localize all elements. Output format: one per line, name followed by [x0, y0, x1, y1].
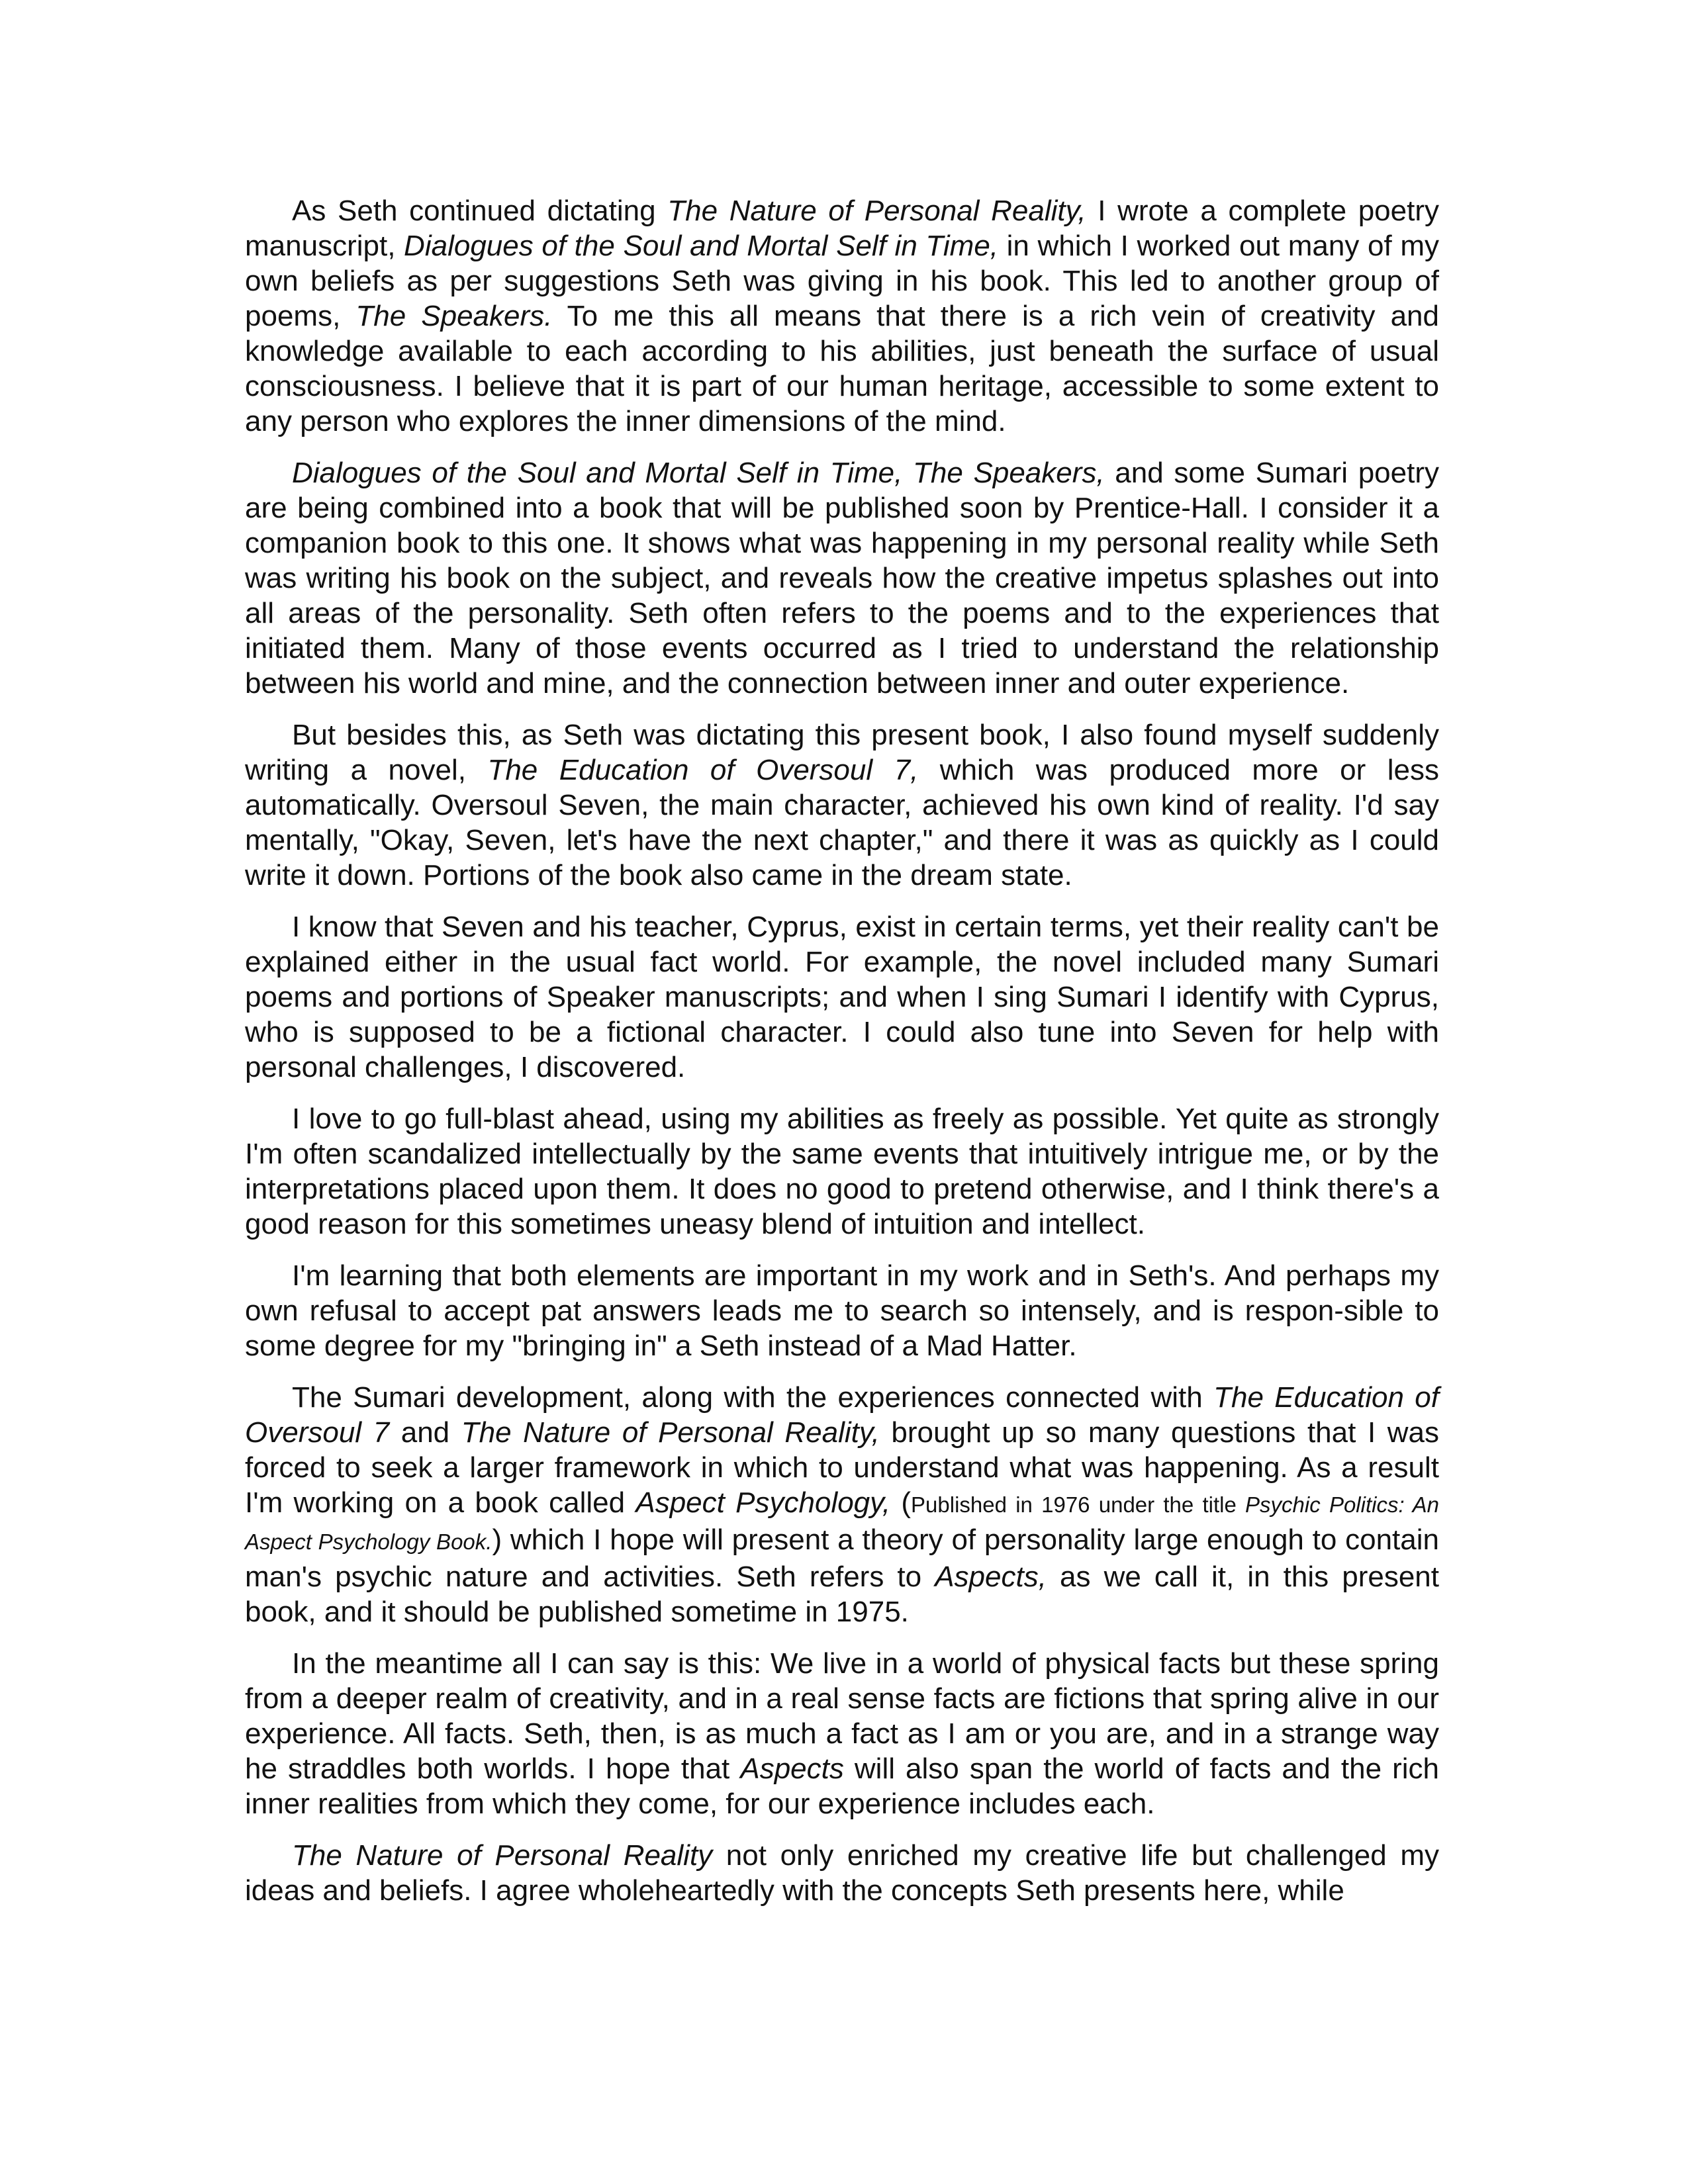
- text-segment: will also span the world of facts and the rich inner realities from which they come, for our experience includes each.: [245, 1752, 1439, 1820]
- text-segment: But besides this, as Seth was dictating this present book, I also found myself suddenly writing a novel,: [245, 719, 1439, 786]
- text-segment: In the meantime all I can say is this: We live in a world of physical facts but these spring from a deeper realm of creativity, and in a real sense facts are fictions that spring alive in our experience. All facts. Seth, then, is as much a fact as I am or you are, and in a strange way he straddles both worlds. I hope that: [245, 1647, 1439, 1785]
- paragraph-9: [245, 1838, 1439, 1908]
- text-segment: ) which I hope will present a theory of personality large enough to contain man's psychic nature and activities. Seth refers to: [245, 1524, 1439, 1593]
- italic-text-segment: The Nature of Personal Reality: [292, 1839, 713, 1872]
- text-segment: brought up so many questions that I was forced to seek a larger framework in which to understand what was happening. As a result I'm working on a book called: [245, 1416, 1440, 1519]
- italic-text-segment: The Nature of Personal Reality,: [667, 195, 1086, 227]
- italic-text-segment: Psychic Politics: An Aspect Psychology Book.: [245, 1492, 1439, 1554]
- paragraph-7: [245, 1380, 1439, 1629]
- text-segment: and some Sumari poetry are being combined into a book that will be published soon by Prentice-Hall. I consider it a companion book to this one. It shows what was happening in my personal reality while Seth was writing his book on the subject, and reveals how the creative impetus splashes out into all areas of the personality. Seth often refers to the poems and to the experiences that initiated them. Many of those events occurred as I tried to understand the relationship between his world and mine, and the connection between inner and outer experience.: [245, 457, 1439, 700]
- paragraph-1: [245, 193, 1439, 439]
- paragraph-5: [245, 1101, 1439, 1242]
- text-segment: which was produced more or less automatically. Oversoul Seven, the main character, achieved his own kind of reality. I'd say mentally, "Okay, Seven, let's have the next chapter," and there it was as quickly as I could write it down. Portions of the book also came in the dream state.: [245, 754, 1439, 891]
- italic-text-segment: The Education of Oversoul 7: [245, 1381, 1439, 1449]
- text-segment: in which I worked out many of my own beliefs as per suggestions Seth was giving in his book. This led to another group of poems,: [245, 230, 1439, 332]
- text-segment: I love to go full-blast ahead, using my abilities as freely as possible. Yet quite as strongly I'm often scandalized intellectually by the same events that intuitively intrigue me, or by the interpretations placed upon them. It does no good to pretend otherwise, and I think there's a good reason for this sometimes uneasy blend of intuition and intellect.: [245, 1103, 1439, 1240]
- text-segment: and: [389, 1416, 461, 1449]
- italic-text-segment: Aspects: [740, 1752, 844, 1785]
- paragraph-4: [245, 909, 1439, 1085]
- text-segment: As Seth continued dictating: [292, 195, 668, 227]
- paragraph-3: [245, 717, 1439, 893]
- text-segment: as we call it, in this present book, and it should be published sometime in 1975.: [245, 1561, 1439, 1628]
- text-segment: I know that Seven and his teacher, Cyprus, exist in certain terms, yet their reality can't be explained either in the usual fact world. For example, the novel included many Sumari poems and portions of Speaker manuscripts; and when I sing Sumari I identify with Cyprus, who is supposed to be a fictional character. I could also tune into Seven for help with personal challenges, I discovered.: [245, 911, 1439, 1083]
- paragraph-8: [245, 1646, 1439, 1821]
- text-segment: Published in 1976 under the title: [911, 1492, 1246, 1517]
- body-text: [245, 193, 1439, 1908]
- italic-text-segment: The Nature of Personal Reality,: [461, 1416, 880, 1449]
- text-segment: The Sumari development, along with the experiences connected with: [292, 1381, 1214, 1414]
- text-segment: To me this all means that there is a rich vein of creativity and knowledge available to each according to his abilities, just beneath the surface of usual consciousness. I believe that it is part of our human heritage, accessible to some extent to any person who explores the inner dimensions of the mind.: [245, 300, 1439, 437]
- italic-text-segment: Dialogues of the Soul and Mortal Self in Time, The Speakers,: [292, 457, 1105, 489]
- text-segment: I wrote a complete poetry manuscript,: [245, 195, 1439, 262]
- italic-text-segment: The Speakers.: [355, 300, 553, 332]
- italic-text-segment: Dialogues of the Soul and Mortal Self in Time,: [404, 230, 999, 262]
- text-segment: I'm learning that both elements are important in my work and in Seth's. And perhaps my own refusal to accept pat answers leads me to search so intensely, and is respon-sible to some degree for my "bringing in" a Seth instead of a Mad Hatter.: [245, 1259, 1439, 1362]
- italic-text-segment: Aspect Psychology,: [635, 1486, 891, 1519]
- italic-text-segment: The Education of Oversoul 7,: [487, 754, 919, 786]
- document-page: [245, 193, 1439, 1925]
- text-segment: (: [890, 1486, 912, 1519]
- paragraph-6: [245, 1258, 1439, 1363]
- italic-text-segment: Aspects,: [935, 1561, 1047, 1593]
- text-segment: not only enriched my creative life but challenged my ideas and beliefs. I agree wholeheartedly with the concepts Seth presents here, while: [245, 1839, 1439, 1907]
- paragraph-2: [245, 455, 1439, 701]
